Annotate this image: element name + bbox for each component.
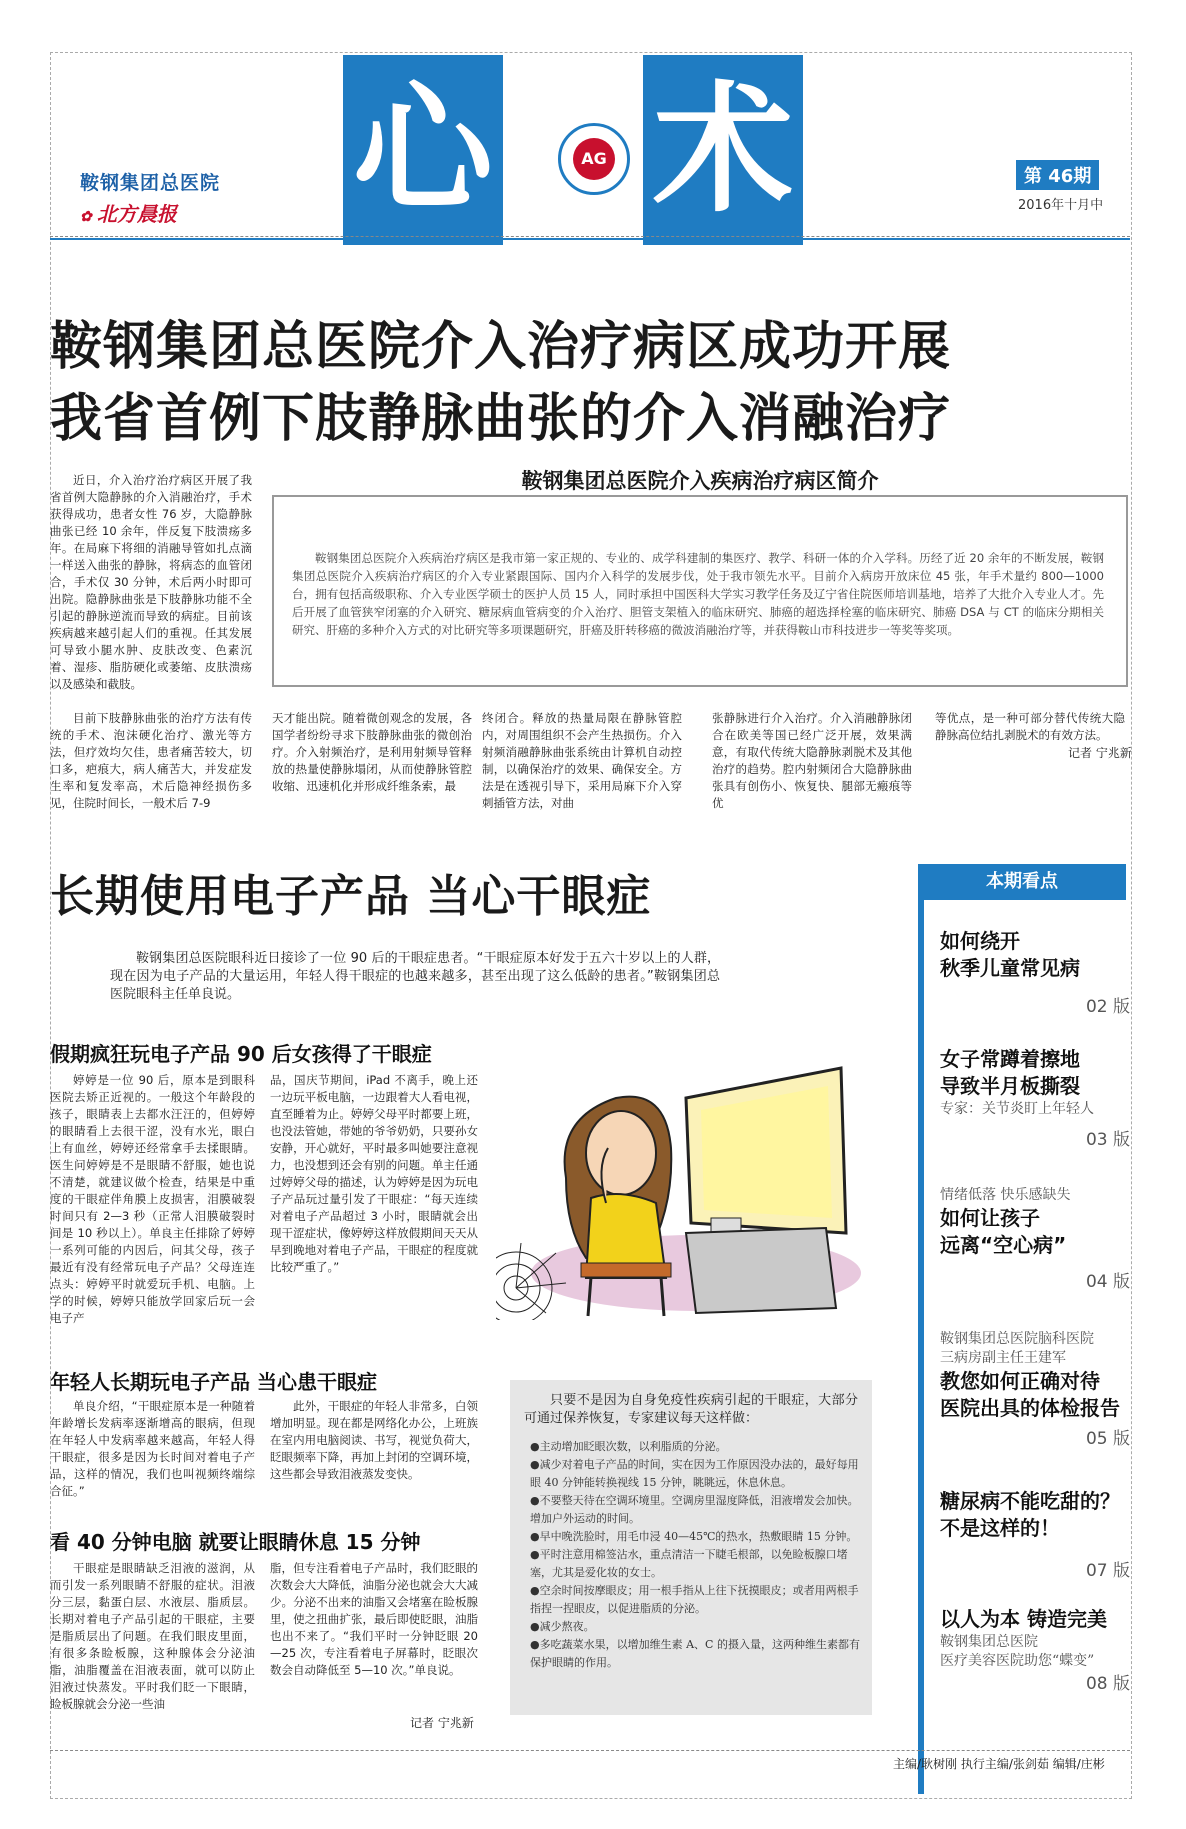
tip-item: ●不要整天待在空调环境里。空调房里湿度降低，泪液增发会加快。增加户外运动的时间。 xyxy=(530,1494,859,1525)
tips-list xyxy=(530,1438,860,1672)
title-char-left: 心 xyxy=(343,55,503,245)
sidebar-item-title: 糖尿病不能吃甜的？ 不是这样的！ xyxy=(940,1489,1120,1540)
lead-col1-para2: 目前下肢静脉曲张的治疗方法有传统的手术、泡沫硬化治疗、激光等方法，但疗效均欠佳，患者痛苦较大，切口多，疤痕大，病人痛苦大，并发症发生率和复发率高，术后隐神经损伤多见，住院时间长，一般术后 7-9 xyxy=(50,711,252,810)
sidebar-item-pre: 情绪低落 快乐感缺失 xyxy=(940,1187,1071,1203)
intro-box-text: 鞍钢集团总医院介入疾病治疗病区是我市第一家正规的、专业的、成学科建制的集医疗、教学、科研一体的介入学科。历经了近 20 余年的不断发展，鞍钢集团总医院介入疾病治疗病区的介入专业紧跟国际、国内介入科学的发展步伐，处于我市领先水平。目前介入病房开放床位 45 张，年手术量约 800—1000 台，拥有包括高级职称、介入专业医学硕士的医护人员 15 人，同时承担中国医科大学实习教学任务及辽宁省住院医师培训基地，培养了大批介入专业人才。先后开展了血管狭窄闭塞的介入研究、糖尿病血管病变的介入治疗、胆管支架植入的临床研究、肺癌的超选择栓塞的临床研究、肺癌 DSA 与 CT 的临床分期相关研究、肝癌的多种介入方式的对比研究等多项课题研究，肝癌及肝转移癌的微波消融治疗等，并获得鞍山市科技进步一等奖等奖项。 xyxy=(292,551,1104,637)
sidebar-item-sub: 专家：关节炎盯上年轻人 xyxy=(940,1101,1094,1117)
sidebar-item-title: 如何绕开 秋季儿童常见病 xyxy=(940,929,1080,980)
sec2-col1: 单良介绍，“干眼症原本是一种随着年龄增长发病率逐渐增高的眼病，但现在年轻人中发病率越来越高，年轻人得干眼症，很多是因为长时间对着电子产品，这样的情况，我们也叫视频终端综合征。” xyxy=(50,1399,255,1498)
sidebar-item-page: 05 版 xyxy=(1085,1429,1130,1449)
lead-col3: 终闭合。释放的热量局限在静脉管腔内，对周围组织不会产生热损伤。介入射频消融静脉曲张系统由计算机自动控制，以确保治疗的效果、确保安全。方法是在透视引导下，采用局麻下介入穿刺插管方法，对曲 xyxy=(482,711,682,810)
title-char-right: 术 xyxy=(643,55,803,245)
girl-at-monitor-icon xyxy=(496,1058,874,1320)
sidebar-item-page: 07 版 xyxy=(1085,1561,1130,1581)
sidebar-item-sub: 鞍钢集团总医院 医疗美容医院助您“蝶变” xyxy=(940,1634,1095,1669)
tip-item: ●减少对着电子产品的时间，实在因为工作原因没办法的，最好每用眼 40 分钟能转换视线 15 分钟，眺眺远，休息休息。 xyxy=(530,1458,859,1489)
sec2-col2: 此外，干眼症的年轻人非常多，白领增加明显。现在都是网络化办公，上班族在室内用电脑阅读、书写，视觉负荷大，眨眼频率下降，再加上封闭的空调环境，这些都会导致泪液蒸发变快。 xyxy=(270,1399,478,1481)
sidebar-item-page: 08 版 xyxy=(1085,1674,1130,1694)
sidebar-item xyxy=(940,1488,1130,1581)
sidebar-item-page: 04 版 xyxy=(1085,1272,1130,1292)
lead-col2: 天才能出院。随着微创观念的发展，各国学者纷纷寻求下肢静脉曲张的微创治疗。介入射频治疗，是利用射频导管释放的热量使静脉塌闭，从而使静脉管腔收缩、迅速机化并形成纤维条索，最 xyxy=(272,711,472,793)
tips-intro: 只要不是因为自身免疫性疾病引起的干眼症，大部分可通过保养恢复，专家建议每天这样做： xyxy=(524,1393,858,1426)
sidebar-heading: 本期看点 xyxy=(918,864,1126,900)
paper-name: 北方晨报 xyxy=(96,202,177,226)
footer-rule xyxy=(50,1750,1130,1751)
tip-item: ●主动增加眨眼次数，以利脂质的分泌。 xyxy=(530,1440,727,1453)
tip-item: ●早中晚洗脸时，用毛巾浸 40—45℃的热水，热敷眼睛 15 分钟。 xyxy=(530,1530,858,1543)
sec3-col2: 脂，但专注看着电子产品时，我们眨眼的次数会大大降低，油脂分泌也就会大大减少。分泌不出来的油脂又会堵塞在睑板腺里，使之扭曲扩张，最后即使眨眼，油脂也出不来了。“我们平时一分钟眨眼 20—25 次，专注看着电子屏幕时，眨眼次数会自动降低至 5—10 次。”单良说。 xyxy=(270,1561,478,1677)
sidebar-item-title: 教您如何正确对待 医院出具的体检报告 xyxy=(940,1369,1120,1420)
lead-col5: 等优点，是一种可部分替代传统大隐静脉高位结扎剥脱术的有效方法。 xyxy=(935,711,1125,742)
subhead-90s-girl: 假期疯狂玩电子产品 90 后女孩得了干眼症 xyxy=(50,1042,432,1066)
footer-credits: 主编/耿树刚 执行主编/张剑茹 编辑/庄彬 xyxy=(893,1757,1105,1771)
tip-item: ●空余时间按摩眼皮；用一根手指从上往下抚摸眼皮；或者用两根手指捏一捏眼皮，以促进脂质的分泌。 xyxy=(530,1584,859,1615)
emblem-heart-icon: AG xyxy=(573,138,615,180)
sidebar-item xyxy=(940,1186,1130,1292)
intro-box xyxy=(272,469,1128,687)
header-accent-line xyxy=(50,238,1130,240)
lead-headline-line1: 鞍钢集团总医院介入治疗病区成功开展 xyxy=(50,317,952,377)
issue-number: 第 46期 xyxy=(1016,160,1099,190)
lead-col1-para1: 近日，介入治疗治疗病区开展了我省首例大隐静脉的介入消融治疗，手术获得成功，患者女性 76 岁，大隐静脉曲张已经 10 余年，伴反复下肢溃疡多年。在局麻下将细的消融导管如扎点滴一样送入曲张的静脉，将病态的血管闭合，手术仅 30 分钟，术后两小时即可出院。隐静脉曲张是下肢静脉功能不全引起的静脉逆流而导致的病症。目前该疾病越来越引起人们的重视。任其发展可导致小腿水肿、皮肤改变、色素沉着、湿疹、脂肪硬化或萎缩、皮肤溃疡以及感染和截肢。 xyxy=(50,473,252,691)
sidebar-item-page: 02 版 xyxy=(1085,997,1130,1017)
subhead-40-minutes: 看 40 分钟电脑 就要让眼睛休息 15 分钟 xyxy=(50,1530,421,1554)
second-author: 记者 宁兆新 xyxy=(410,1716,474,1730)
hospital-name: 鞍钢集团总医院 xyxy=(80,172,221,194)
sidebar-item-title: 以人为本 铸造完美 xyxy=(940,1607,1107,1631)
sidebar-item xyxy=(940,1046,1130,1150)
lead-author: 记者 宁兆新 xyxy=(1068,746,1132,760)
sidebar-item-title: 如何让孩子 远离“空心病” xyxy=(940,1206,1067,1257)
lead-col4: 张静脉进行介入治疗。介入消融静脉闭合在欧美等国已经广泛开展，效果满意，有取代传统大隐静脉剥脱术及其他治疗的趋势。腔内射频闭合大隐静脉曲张具有创伤小、恢复快、腿部无瘢痕等优 xyxy=(712,711,912,810)
sidebar-item xyxy=(940,1606,1130,1694)
sidebar-item-page: 03 版 xyxy=(1085,1130,1130,1150)
tips-box xyxy=(510,1380,872,1715)
sec1-col2: 品，国庆节期间，iPad 不离手，晚上还一边玩平板电脑，一边跟着大人看电视，直至睡着为止。婷婷父母平时都要上班，也没法管她，带她的爷爷奶奶，只要孙女安静，开心就好，平时最多叫她要注意视力，也没想到还会有别的问题。单主任通过婷婷父母的描述，认为婷婷是因为玩电子产品玩过量引发了干眼症：“每天连续对着电子产品超过 3 小时，眼睛就会出现干涩症状，像婷婷这样放假期间天天从早到晚地对着电子产品，干眼症的程度就比较严重了。” xyxy=(270,1073,478,1274)
header-rule xyxy=(50,236,1130,237)
sidebar-item xyxy=(940,928,1130,1017)
sidebar-item-pre: 鞍钢集团总医院脑科医院 三病房副主任王建军 xyxy=(940,1331,1094,1366)
sidebar-item xyxy=(940,1330,1130,1449)
sec1-col1: 婷婷是一位 90 后，原本是到眼科医院去矫正近视的。一般这个年龄段的孩子，眼睛表上去都水汪汪的，但婷婷的眼睛看上去很干涩，没有水光，眼白上有血丝，婷婷还经常拿手去揉眼睛。医生问婷婷是不是眼睛不舒服，她也说不清楚，就建议做个检查，结果是中重度的干眼症伴角膜上皮损害，泪膜破裂时间只有 2—3 秒（正常人泪膜破裂时间是 10 秒以上）。单良主任排除了婷婷一系列可能的内因后，问其父母，孩子最近有没有经常玩电子产品？父母连连点头：婷婷平时就爱玩手机、电脑。上学的时候，婷婷只能放学回家后玩一会电子产 xyxy=(50,1073,255,1324)
sec3-col1: 干眼症是眼睛缺乏泪液的滋润，从而引发一系列眼睛不舒服的症状。泪液分三层，黏蛋白层、水液层、脂质层。长期对着电子产品引起的干眼症，主要是脂质层出了问题。在我们眼皮里面，有很多条睑板腺，这种腺体会分泌油脂，油脂覆盖在泪液表面，就可以防止泪液过快蒸发。平时我们眨一下眼睛，睑板腺就会分泌一些油 xyxy=(50,1561,255,1711)
sidebar-item-title: 女子常蹲着擦地 导致半月板撕裂 xyxy=(940,1047,1080,1098)
second-headline: 长期使用电子产品 当心干眼症 xyxy=(50,871,652,922)
intro-box-title: 鞍钢集团总医院介入疾病治疗病区简介 xyxy=(274,465,1126,495)
tip-item: ●多吃蔬菜水果，以增加维生素 A、C 的摄入量，这两种维生素都有保护眼睛的作用。 xyxy=(530,1638,860,1669)
hospital-emblem xyxy=(558,123,630,195)
subhead-young-people: 年轻人长期玩电子产品 当心患干眼症 xyxy=(50,1370,377,1394)
issue-date: 2016年十月中 xyxy=(1018,198,1104,213)
second-lede: 鞍钢集团总医院眼科近日接诊了一位 90 后的干眼症患者。“干眼症原本好发于五六十岁以上的人群，现在因为电子产品的大量运用，年轻人得干眼症的也越来越多，甚至出现了这么低龄的患者。”鞍钢集团总医院眼科主任单良说。 xyxy=(110,951,720,1002)
lead-headline-line2: 我省首例下肢静脉曲张的介入消融治疗 xyxy=(50,389,952,449)
paper-logo xyxy=(80,198,177,227)
sidebar-rule xyxy=(918,864,924,1794)
tip-item: ●平时注意用棉签沾水，重点清洁一下睫毛根部，以免睑板腺口堵塞，尤其是爱化妆的女士。 xyxy=(530,1548,848,1579)
dry-eye-illustration xyxy=(496,1058,874,1320)
tip-item: ●减少熬夜。 xyxy=(530,1620,595,1633)
paper-logo-mark: ✿ xyxy=(80,209,92,225)
